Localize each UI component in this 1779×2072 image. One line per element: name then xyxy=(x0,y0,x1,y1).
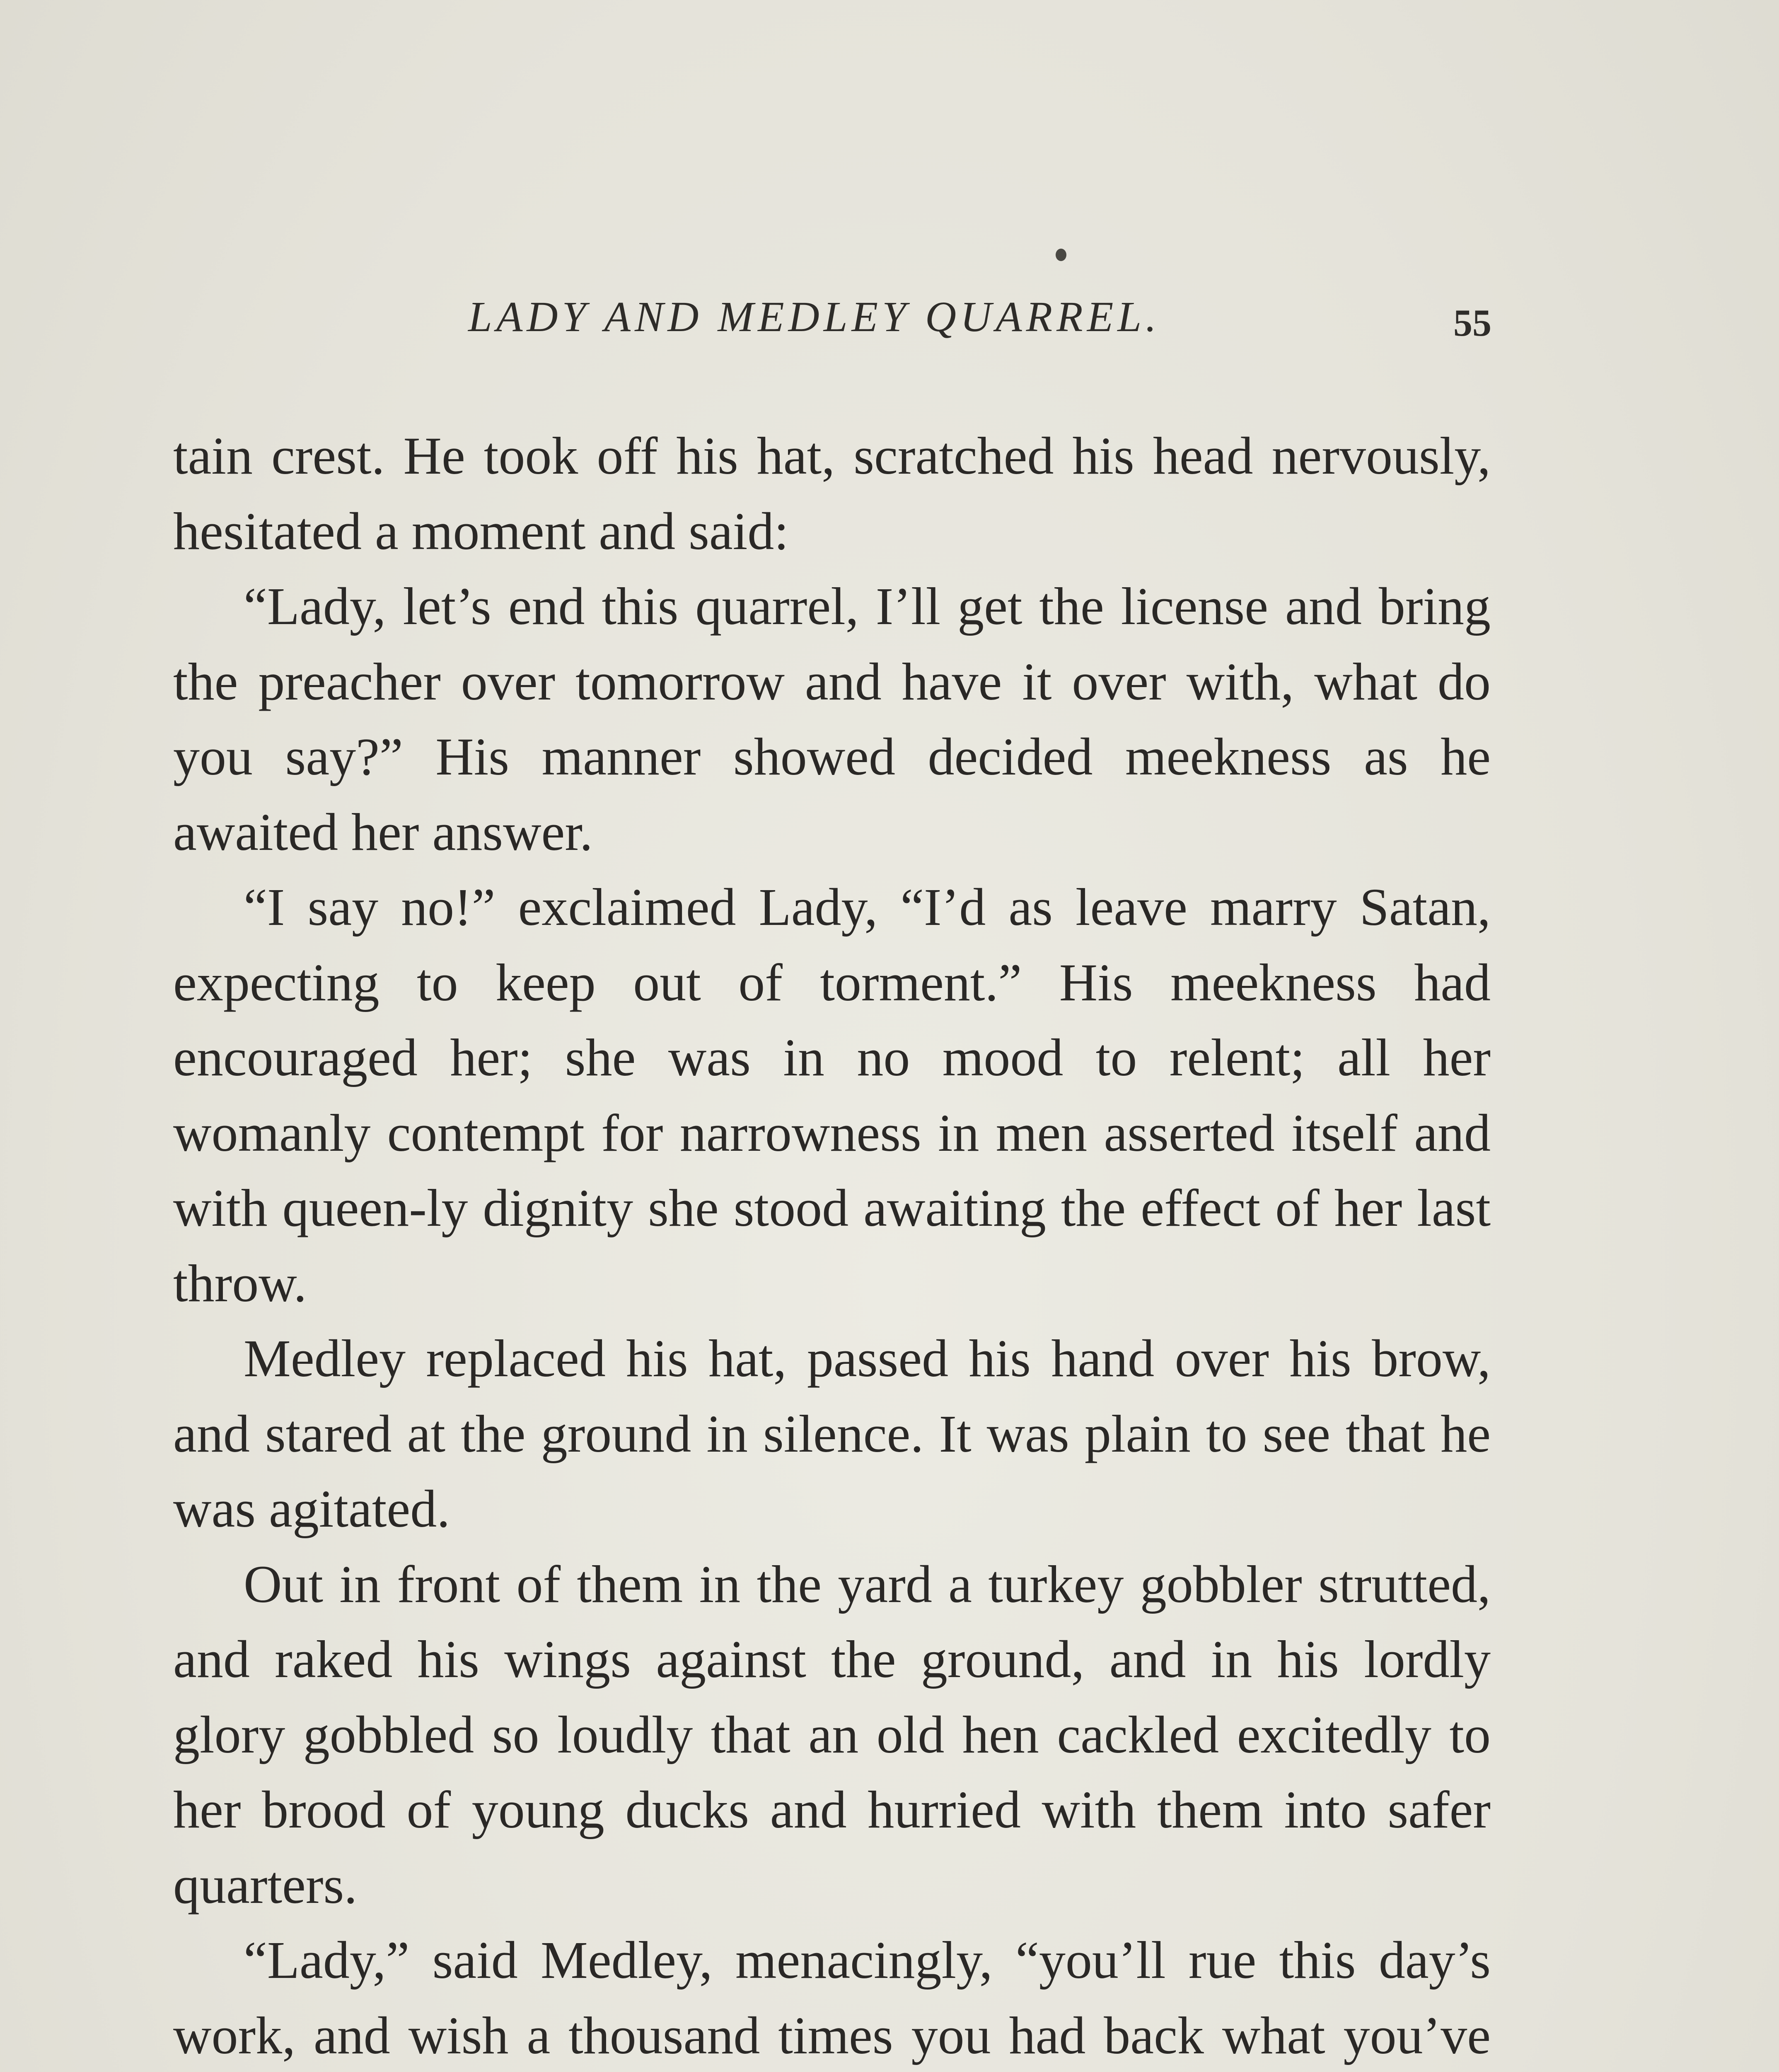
running-title: LADY AND MEDLEY QUARREL. xyxy=(468,293,1161,341)
paragraph-3: “I say no!” exclaimed Lady, “I’d as leave marry Satan, expecting to keep out of torment.” His meekness had encouraged her; she was in no mood to relent; all her womanly contempt for narrowness in men asserted itself and with queen-ly dignity she stood awaiting the effect of her last throw. xyxy=(173,878,1491,1313)
paragraph-4: Medley replaced his hat, passed his hand over his brow, and stared at the ground in silence. It was plain to see that he was agitated. xyxy=(173,1329,1491,1538)
page-number: 55 xyxy=(1453,302,1491,344)
body-text xyxy=(173,419,1491,2072)
paragraph-2: “Lady, let’s end this quarrel, I’ll get the license and bring the preacher over tomorrow and have it over with, what do you say?” His manner showed decided meekness as he awaited her answer. xyxy=(173,577,1491,862)
paragraph-5: Out in front of them in the yard a turkey gobbler strutted, and raked his wings against the ground, and in his lordly glory gobbled so loudly that an old hen cackled excitedly to her brood of young ducks and hurried with them into safer quarters. xyxy=(173,1554,1491,1915)
ink-dot-mark xyxy=(1056,249,1066,261)
running-head xyxy=(170,286,1491,352)
paragraph-6: “Lady,” said Medley, menacingly, “you’ll rue this day’s work, and wish a thousand times you had back what you’ve xyxy=(173,1931,1491,2065)
paragraph-1: tain crest. He took off his hat, scratched his head nervously, hesitated a moment and said: xyxy=(173,426,1491,561)
